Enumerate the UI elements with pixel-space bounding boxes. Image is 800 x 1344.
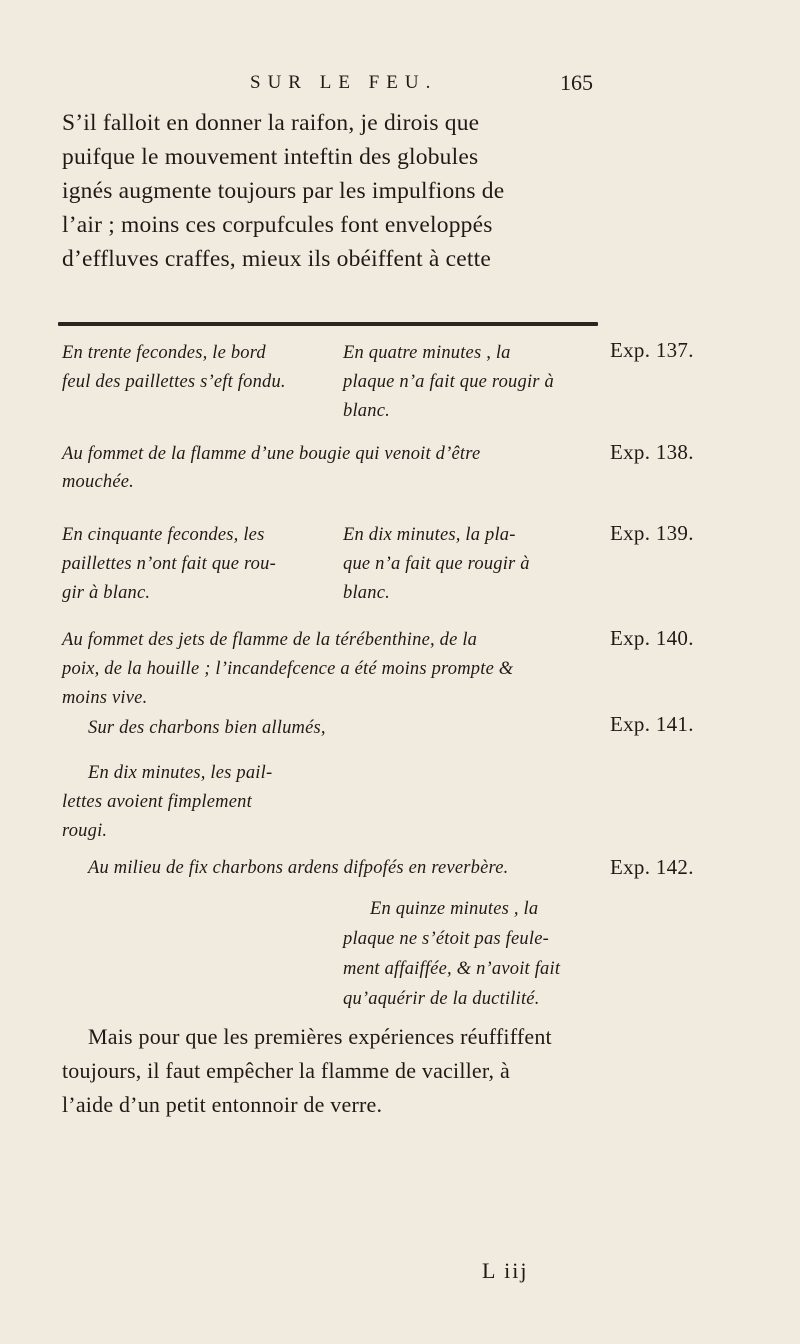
exp142-right-line: qu’aquérir de la ductilité. (343, 989, 540, 1009)
exp139-right-line: blanc. (343, 583, 390, 603)
exp141-heading: Sur des charbons bien allumés, (88, 718, 326, 738)
signature-mark: L iij (482, 1258, 529, 1283)
exp140-label: Exp. 140. (610, 626, 694, 650)
exp141-left-line: rougi. (62, 821, 108, 841)
exp141-left-line: En dix minutes, les pail- (88, 763, 273, 783)
exp142-right-line: plaque ne s’étoit pas feule- (343, 929, 549, 949)
exp140-line: moins vive. (62, 688, 148, 708)
intro-line: l’air ; moins ces corpufcules font enveloppés (62, 212, 493, 238)
intro-line: d’effluves craffes, mieux ils obéiffent à cette (62, 246, 491, 272)
exp141-left-line: lettes avoient fimplement (62, 792, 252, 812)
exp137-left-line: En trente fecondes, le bord (62, 343, 266, 363)
exp142-label: Exp. 142. (610, 855, 694, 879)
exp138-label: Exp. 138. (610, 440, 694, 464)
exp139-right-line: En dix minutes, la pla- (343, 525, 516, 545)
exp137-right-line: En quatre minutes , la (343, 343, 511, 363)
exp142-heading: Au milieu de fix charbons ardens difpofés en reverbère. (88, 858, 509, 878)
exp142-right-line: ment affaiffée, & n’avoit fait (343, 959, 561, 979)
exp137-right-line: plaque n’a fait que rougir à (343, 372, 554, 392)
exp138-line: Au fommet de la flamme d’une bougie qui venoit d’être (62, 444, 481, 464)
exp139-right-line: que n’a fait que rougir à (343, 554, 530, 574)
exp140-line: poix, de la houille ; l’incandefcence a été moins prompte & (62, 659, 514, 679)
exp137-right-line: blanc. (343, 401, 390, 421)
exp140-line: Au fommet des jets de flamme de la térébenthine, de la (62, 630, 478, 650)
section-divider (58, 322, 598, 326)
intro-line: puifque le mouvement inteftin des globules (62, 144, 479, 170)
intro-line: ignés augmente toujours par les impulfions de (62, 178, 505, 204)
closing-line: l’aide d’un petit entonnoir de verre. (62, 1092, 383, 1117)
exp139-left-line: gir à blanc. (62, 583, 151, 603)
exp142-right-line: En quinze minutes , la (370, 899, 539, 919)
running-title: SUR LE FEU. (250, 72, 438, 93)
page-number: 165 (560, 70, 593, 95)
exp139-left-line: En cinquante fecondes, les (62, 525, 265, 545)
exp137-left-line: feul des paillettes s’eft fondu. (62, 372, 286, 392)
exp139-label: Exp. 139. (610, 521, 694, 545)
exp139-left-line: paillettes n’ont fait que rou- (62, 554, 276, 574)
closing-line: toujours, il faut empêcher la flamme de vaciller, à (62, 1058, 510, 1083)
exp137-label: Exp. 137. (610, 338, 694, 362)
closing-line: Mais pour que les premières expériences réuffiffent (88, 1024, 552, 1049)
running-header (0, 68, 800, 98)
intro-line: S’il falloit en donner la raifon, je dirois que (62, 110, 480, 136)
exp138-line: mouchée. (62, 472, 134, 492)
exp141-label: Exp. 141. (610, 712, 694, 736)
